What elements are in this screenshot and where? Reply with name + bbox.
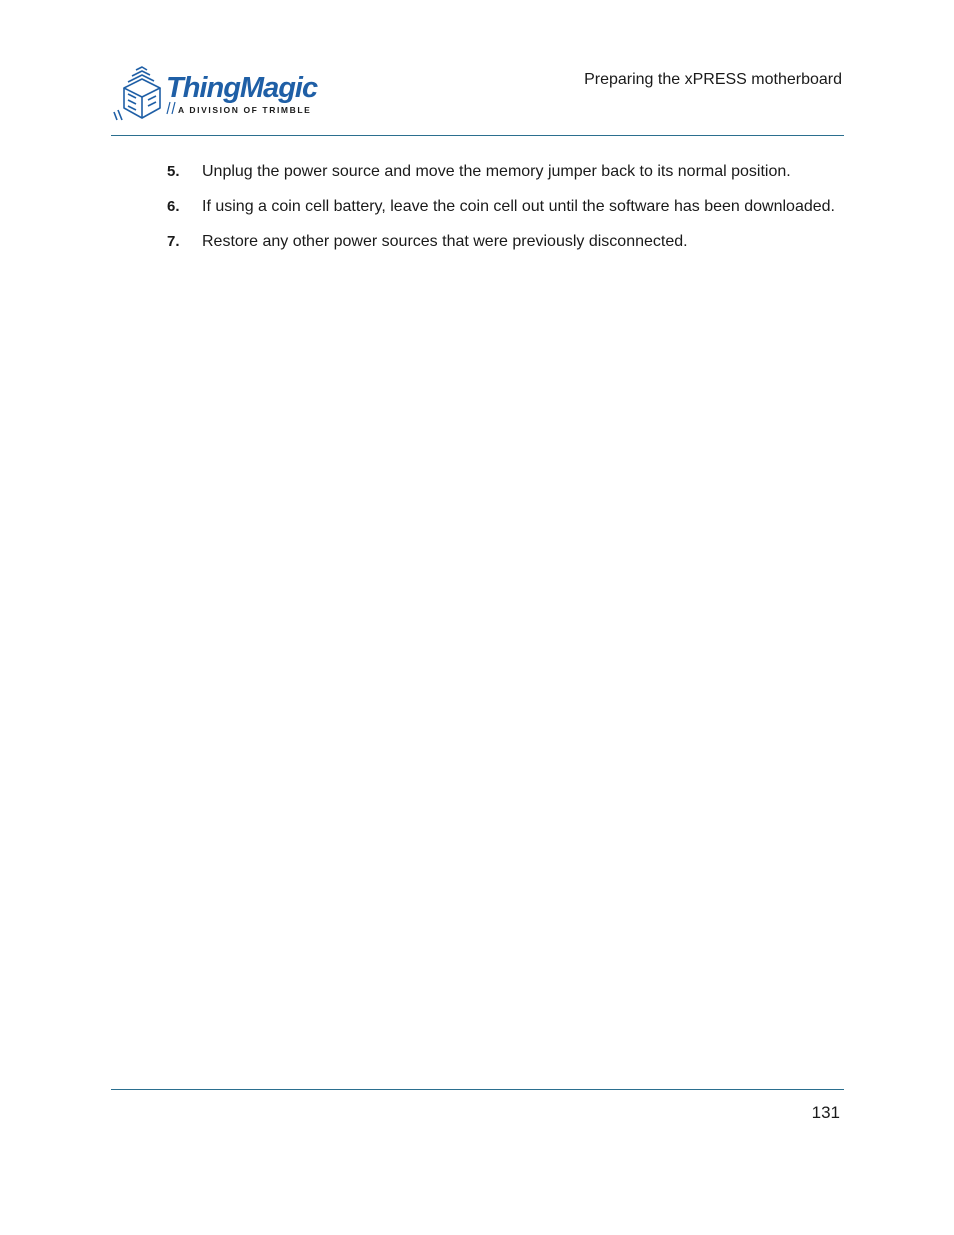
logo-brand: ThingMagic	[166, 72, 318, 104]
list-item	[167, 163, 847, 181]
cube-icon	[114, 67, 160, 120]
list-item	[167, 233, 847, 251]
section-title: Preparing the xPRESS motherboard	[584, 71, 842, 88]
step-number: 5.	[167, 163, 180, 180]
header-divider	[111, 135, 844, 136]
footer-divider	[111, 1089, 844, 1090]
steps-list	[167, 163, 847, 268]
step-text: Restore any other power sources that were previously disconnected.	[202, 233, 688, 250]
thingmagic-logo	[112, 62, 327, 128]
step-text: Unplug the power source and move the memory jumper back to its normal position.	[202, 163, 791, 180]
list-item	[167, 198, 847, 216]
step-text: If using a coin cell battery, leave the coin cell out until the software has been downloaded.	[202, 198, 835, 215]
logo-tagline: A DIVISION OF TRIMBLE	[178, 105, 312, 115]
step-number: 6.	[167, 198, 180, 215]
page-number: 131	[811, 1103, 840, 1122]
step-number: 7.	[167, 233, 180, 250]
